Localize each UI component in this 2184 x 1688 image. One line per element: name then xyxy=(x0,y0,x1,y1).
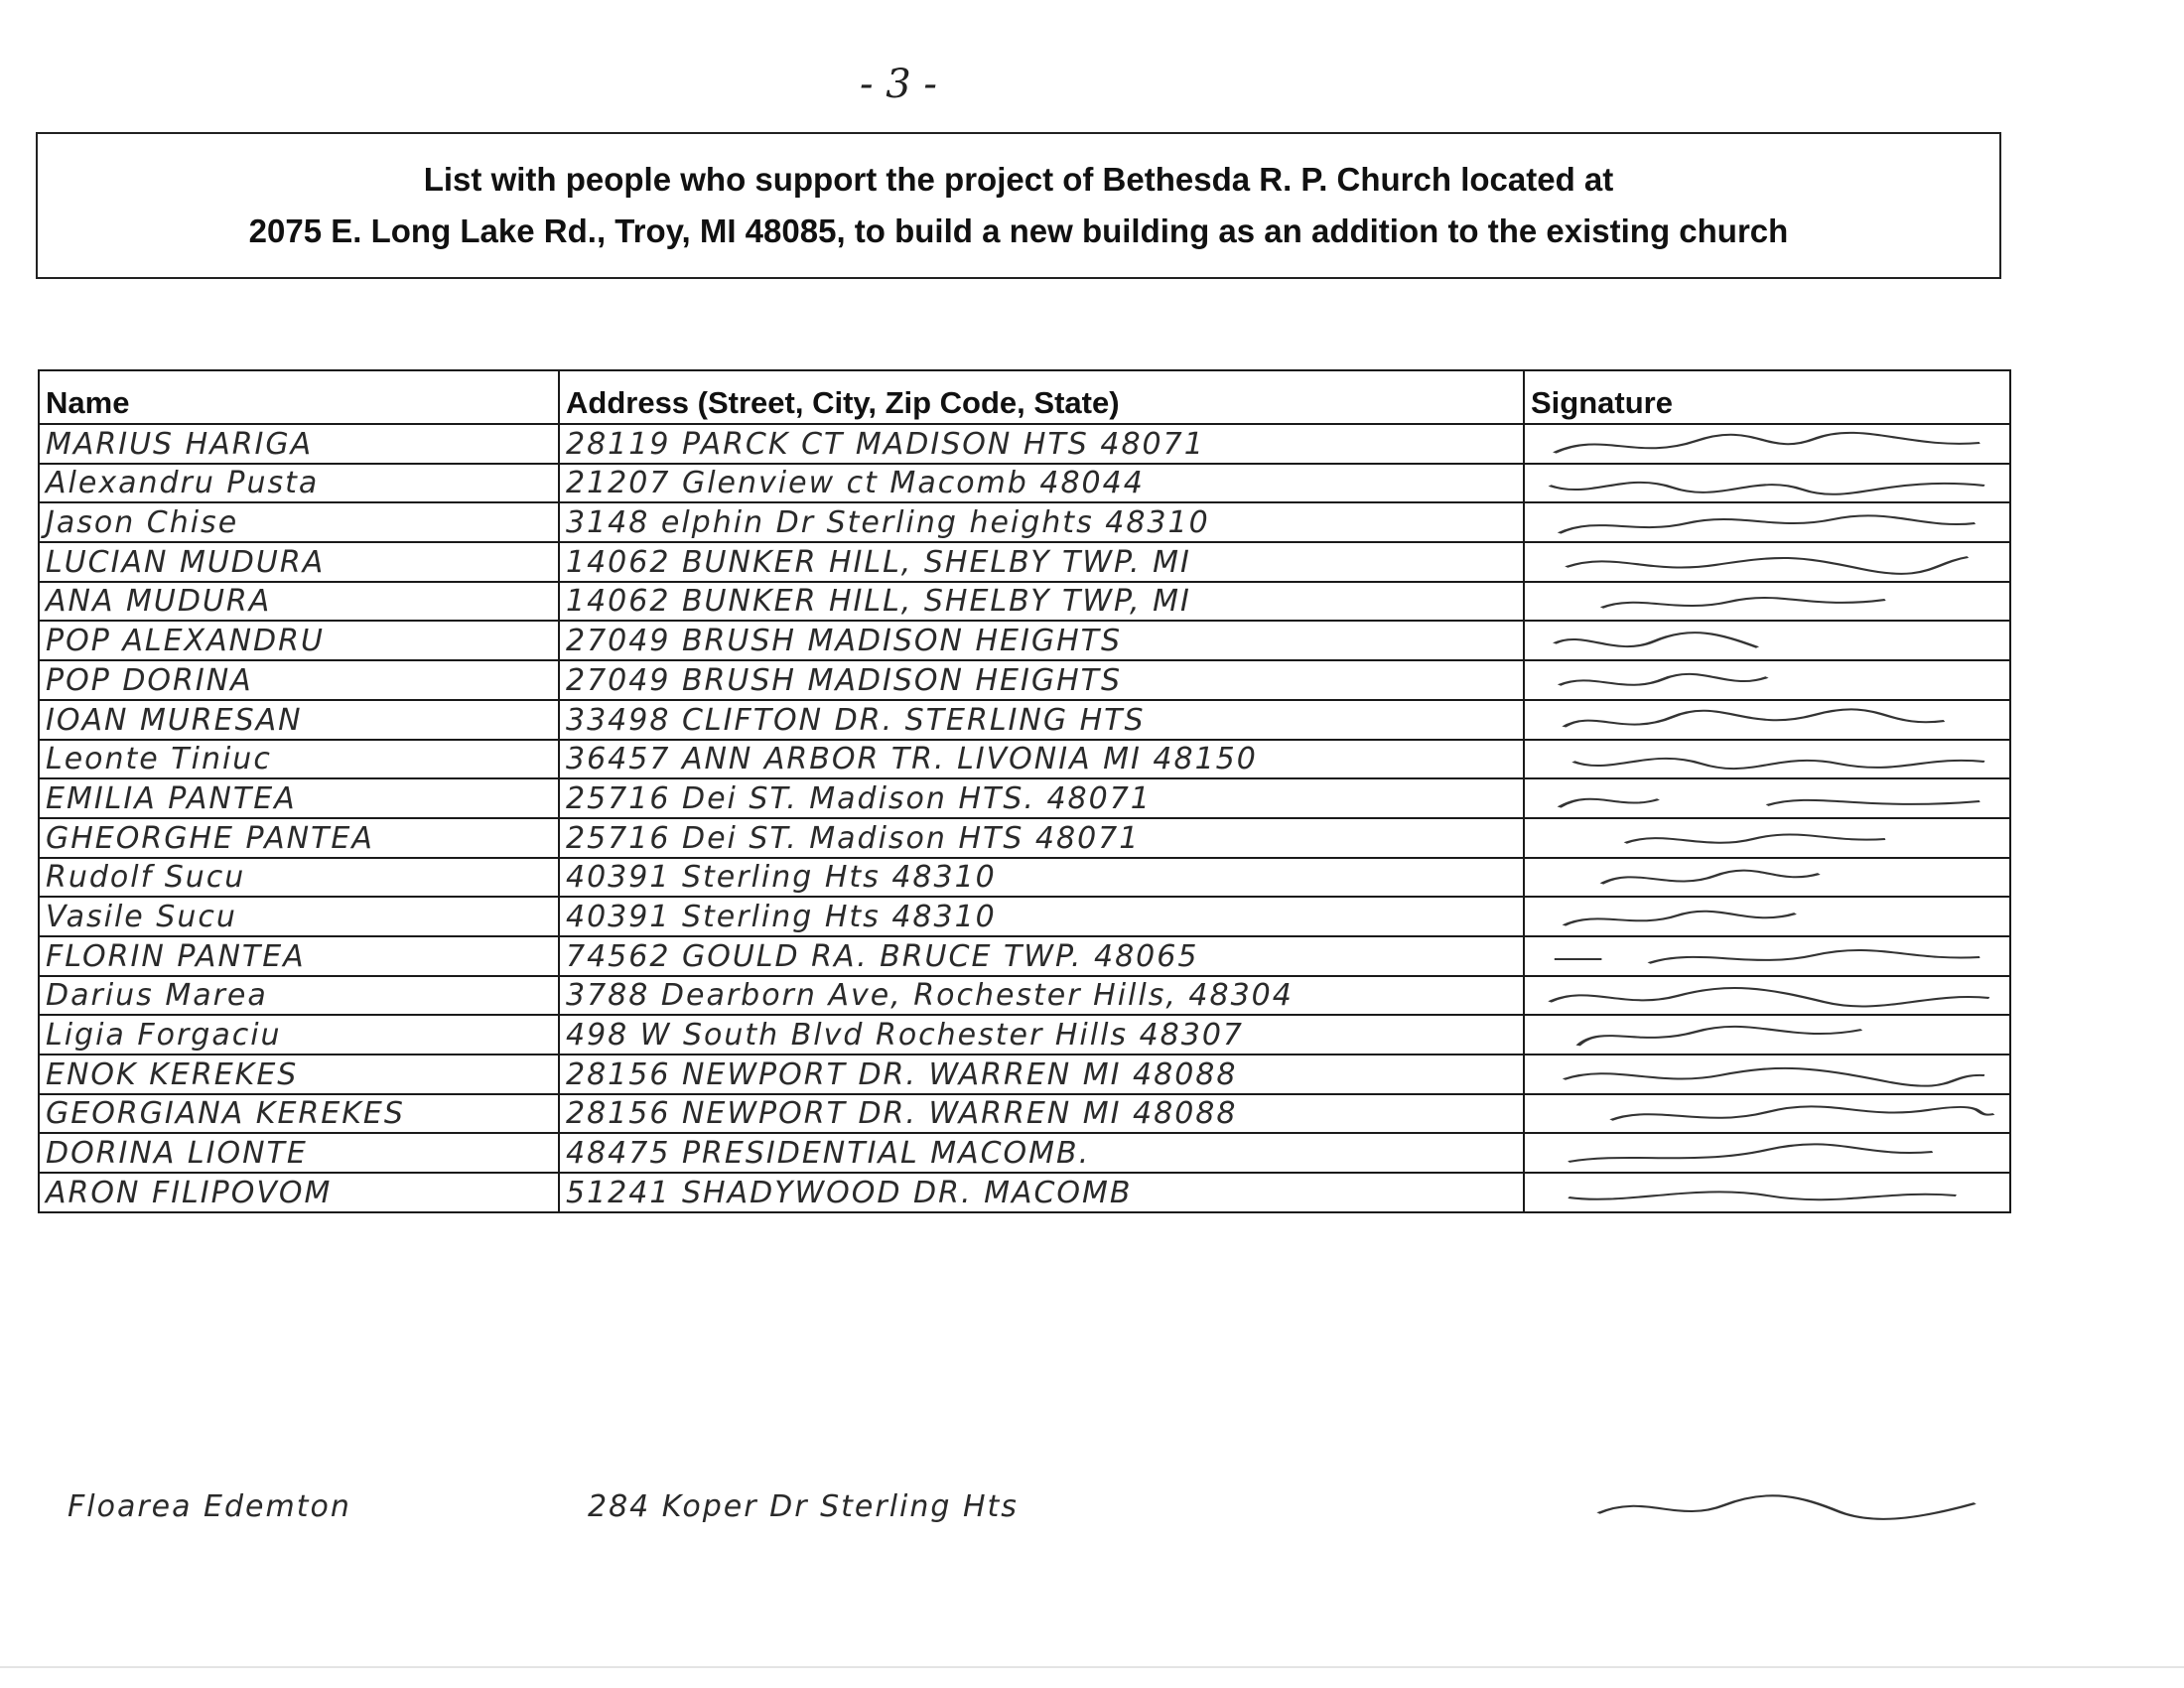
cell-name: DORINA LIONTE xyxy=(39,1133,559,1173)
cell-signature xyxy=(1524,818,2010,858)
cell-signature xyxy=(1524,621,2010,660)
table-row xyxy=(39,660,2010,700)
page-number: - 3 - xyxy=(860,62,937,107)
signature-scribble xyxy=(1531,505,2003,541)
cell-name: IOAN MURESAN xyxy=(39,700,559,740)
cell-address: 48475 PRESIDENTIAL MACOMB. xyxy=(559,1133,1524,1173)
table-row xyxy=(39,700,2010,740)
table-row xyxy=(39,976,2010,1016)
signature-scribble xyxy=(1531,939,2003,975)
table-row xyxy=(39,502,2010,542)
table-row xyxy=(39,818,2010,858)
cell-signature xyxy=(1524,424,2010,464)
signature-scribble xyxy=(1531,1136,2003,1172)
cell-address: 3788 Dearborn Ave, Rochester Hills, 48304 xyxy=(559,976,1524,1016)
cell-address: 28156 NEWPORT DR. WARREN MI 48088 xyxy=(559,1055,1524,1094)
table-row xyxy=(39,936,2010,976)
cell-name: Rudolf Sucu xyxy=(39,858,559,898)
extra-entry-name: Floarea Edemton xyxy=(68,1489,351,1524)
cell-name: ENOK KEREKES xyxy=(39,1055,559,1094)
cell-address: 3148 elphin Dr Sterling heights 48310 xyxy=(559,502,1524,542)
cell-name: GHEORGHE PANTEA xyxy=(39,818,559,858)
signature-scribble xyxy=(1531,978,2003,1014)
signature-scribble xyxy=(1531,1096,2003,1132)
cell-signature xyxy=(1524,936,2010,976)
cell-address: 36457 ANN ARBOR TR. LIVONIA MI 48150 xyxy=(559,740,1524,779)
signature-scribble xyxy=(1531,545,2003,581)
cell-address: 51241 SHADYWOOD DR. MACOMB xyxy=(559,1173,1524,1212)
table-row xyxy=(39,778,2010,818)
cell-name: POP ALEXANDRU xyxy=(39,621,559,660)
table-row xyxy=(39,1173,2010,1212)
cell-name: LUCIAN MUDURA xyxy=(39,542,559,582)
cell-address: 27049 BRUSH MADISON HEIGHTS xyxy=(559,660,1524,700)
title-line-1: List with people who support the project of Bethesda R. P. Church located at xyxy=(423,161,1614,198)
cell-signature xyxy=(1524,1133,2010,1173)
cell-address: 28119 PARCK CT MADISON HTS 48071 xyxy=(559,424,1524,464)
cell-name: POP DORINA xyxy=(39,660,559,700)
signature-scribble xyxy=(1531,900,2003,935)
signature-scribble xyxy=(1531,663,2003,699)
cell-name: EMILIA PANTEA xyxy=(39,778,559,818)
signature-scribble xyxy=(1531,1176,2003,1211)
cell-name: Leonte Tiniuc xyxy=(39,740,559,779)
cell-signature xyxy=(1524,502,2010,542)
cell-address: 498 W South Blvd Rochester Hills 48307 xyxy=(559,1015,1524,1055)
cell-address: 33498 CLIFTON DR. STERLING HTS xyxy=(559,700,1524,740)
cell-name: FLORIN PANTEA xyxy=(39,936,559,976)
table-row xyxy=(39,740,2010,779)
signature-scribble xyxy=(1531,624,2003,659)
cell-signature xyxy=(1524,582,2010,622)
cell-address: 14062 BUNKER HILL, SHELBY TWP. MI xyxy=(559,542,1524,582)
table-row xyxy=(39,464,2010,503)
extra-entry-row xyxy=(38,1489,2009,1549)
cell-address: 25716 Dei ST. Madison HTS. 48071 xyxy=(559,778,1524,818)
title-line-2: 2075 E. Long Lake Rd., Troy, MI 48085, to build a new building as an addition to the existing church xyxy=(248,212,1789,249)
table-row xyxy=(39,621,2010,660)
extra-entry-signature xyxy=(1523,1489,2009,1549)
table-row xyxy=(39,542,2010,582)
cell-signature xyxy=(1524,464,2010,503)
page-bottom-rule xyxy=(0,1666,2184,1668)
cell-signature xyxy=(1524,1173,2010,1212)
title-box xyxy=(36,132,2001,279)
signature-scribble xyxy=(1531,1057,2003,1093)
cell-name: Jason Chise xyxy=(39,502,559,542)
cell-name: GEORGIANA KEREKES xyxy=(39,1094,559,1134)
cell-address: 21207 Glenview ct Macomb 48044 xyxy=(559,464,1524,503)
table-row xyxy=(39,1133,2010,1173)
cell-address: 40391 Sterling Hts 48310 xyxy=(559,858,1524,898)
cell-name: Alexandru Pusta xyxy=(39,464,559,503)
cell-address: 74562 GOULD RA. BRUCE TWP. 48065 xyxy=(559,936,1524,976)
table-body xyxy=(39,424,2010,1212)
cell-signature xyxy=(1524,660,2010,700)
cell-signature xyxy=(1524,1094,2010,1134)
signature-scribble xyxy=(1531,821,2003,857)
table-row xyxy=(39,1055,2010,1094)
cell-address: 14062 BUNKER HILL, SHELBY TWP, MI xyxy=(559,582,1524,622)
cell-signature xyxy=(1524,858,2010,898)
header-address: Address (Street, City, Zip Code, State) xyxy=(559,370,1524,424)
cell-name: Darius Marea xyxy=(39,976,559,1016)
signature-scribble xyxy=(1531,466,2003,501)
signature-scribble xyxy=(1531,584,2003,620)
signature-table xyxy=(38,369,2011,1213)
cell-address: 40391 Sterling Hts 48310 xyxy=(559,897,1524,936)
cell-name: MARIUS HARIGA xyxy=(39,424,559,464)
signature-scribble xyxy=(1531,703,2003,739)
cell-signature xyxy=(1524,542,2010,582)
cell-address: 25716 Dei ST. Madison HTS 48071 xyxy=(559,818,1524,858)
table-row xyxy=(39,897,2010,936)
cell-signature xyxy=(1524,1055,2010,1094)
extra-entry-address: 284 Koper Dr Sterling Hts xyxy=(588,1489,1019,1524)
cell-signature xyxy=(1524,778,2010,818)
cell-signature xyxy=(1524,1015,2010,1055)
table-row xyxy=(39,1015,2010,1055)
cell-name: ANA MUDURA xyxy=(39,582,559,622)
cell-name: ARON FILIPOVOM xyxy=(39,1173,559,1212)
cell-name: Vasile Sucu xyxy=(39,897,559,936)
signature-scribble xyxy=(1531,781,2003,817)
signature-scribble xyxy=(1531,1018,2003,1054)
cell-signature xyxy=(1524,740,2010,779)
signature-scribble xyxy=(1531,427,2003,463)
table-row xyxy=(39,1094,2010,1134)
cell-signature xyxy=(1524,700,2010,740)
cell-signature xyxy=(1524,976,2010,1016)
signature-scribble xyxy=(1531,860,2003,896)
table-row xyxy=(39,858,2010,898)
cell-signature xyxy=(1524,897,2010,936)
header-signature: Signature xyxy=(1524,370,2010,424)
table-row xyxy=(39,582,2010,622)
signature-scribble xyxy=(1531,742,2003,777)
header-name: Name xyxy=(39,370,559,424)
cell-address: 28156 NEWPORT DR. WARREN MI 48088 xyxy=(559,1094,1524,1134)
cell-name: Ligia Forgaciu xyxy=(39,1015,559,1055)
signature-scribble-extra xyxy=(1553,1489,2009,1525)
table-header-row xyxy=(39,370,2010,424)
cell-address: 27049 BRUSH MADISON HEIGHTS xyxy=(559,621,1524,660)
table-row xyxy=(39,424,2010,464)
